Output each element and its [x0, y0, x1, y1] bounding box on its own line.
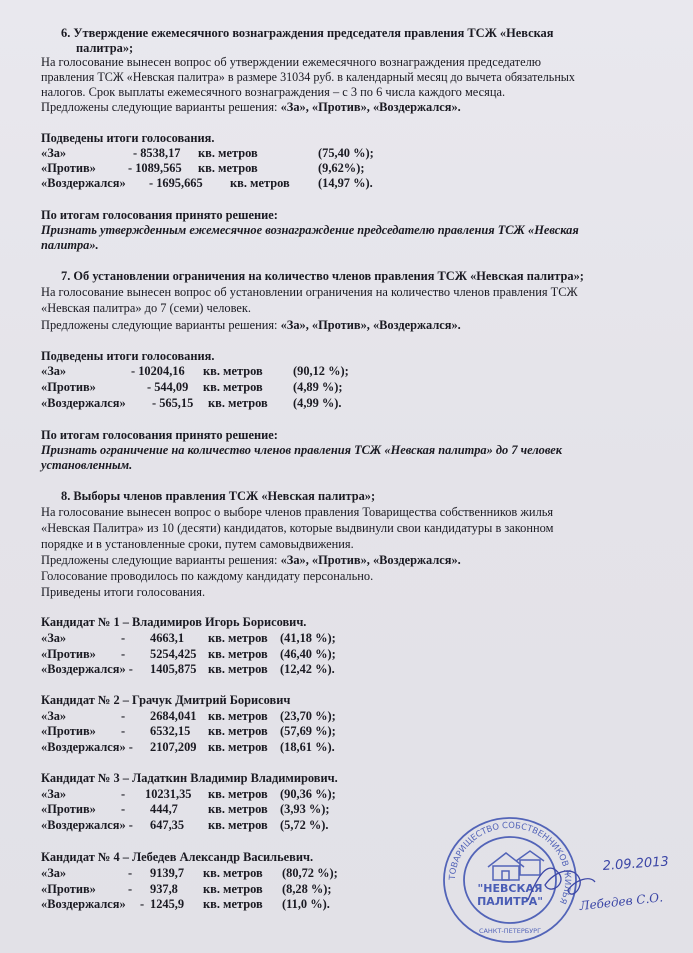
section-6-decision-heading: По итогам голосования принято решение:: [41, 208, 278, 222]
result-unit: кв. метров: [208, 709, 268, 723]
result-dash: -: [121, 709, 126, 723]
section-6-title-cont: палитра»;: [76, 41, 134, 55]
result-value: - 1089,565: [128, 161, 182, 175]
result-value: 6532,15: [150, 724, 191, 738]
result-unit: кв. метров: [203, 897, 263, 911]
result-percent: (80,72 %);: [282, 866, 338, 880]
result-percent: (90,36 %);: [280, 787, 336, 801]
section-8-body-line: На голосование вынесен вопрос о выборе членов правления Товарищества собственников жилья: [41, 505, 554, 519]
result-value: - 8538,17: [133, 146, 181, 160]
result-value: 937,8: [150, 882, 178, 896]
result-unit: кв. метров: [208, 802, 268, 816]
result-dash: -: [121, 787, 126, 801]
result-label: «За»: [41, 364, 67, 378]
section-6-body-line: налогов. Срок выплаты ежемесячного вознаграждения – с 3 по 6 числа каждого месяца.: [41, 85, 506, 99]
section-7-body-line: «Невская палитра» до 7 (семи) человек.: [41, 301, 252, 315]
result-label: «Против»: [41, 161, 96, 175]
result-unit: кв. метров: [208, 631, 268, 645]
result-percent: (75,40 %);: [318, 146, 374, 160]
stamp-city: САНКТ-ПЕТЕРБУРГ: [478, 927, 542, 935]
result-percent: (46,40 %);: [280, 647, 336, 661]
stamp-name-line: "НЕВСКАЯ: [477, 882, 543, 895]
result-value: - 1695,665: [149, 176, 203, 190]
result-percent: (4,99 %).: [293, 396, 342, 410]
section-7-options: Предложены следующие варианты решения: «За», «Против», «Воздержался».: [41, 318, 461, 332]
section-7-decision-heading: По итогам голосования принято решение:: [41, 428, 278, 442]
result-percent: (41,18 %);: [280, 631, 336, 645]
result-dash: -: [121, 647, 126, 661]
result-label: «Воздержался» -: [41, 818, 133, 832]
result-percent: (5,72 %).: [280, 818, 329, 832]
candidate-title: Кандидат № 2 – Грачук Дмитрий Борисович: [41, 693, 291, 707]
result-percent: (14,97 %).: [318, 176, 373, 190]
result-value: 2684,041: [150, 709, 197, 723]
result-percent: (9,62%);: [318, 161, 365, 175]
result-value: 10231,35: [145, 787, 192, 801]
result-percent: (8,28 %);: [282, 882, 332, 896]
result-unit: кв. метров: [208, 724, 268, 738]
result-unit: кв. метров: [203, 866, 263, 880]
section-6-options: Предложены следующие варианты решения: «За», «Против», «Воздержался».: [41, 100, 461, 114]
candidate-title: Кандидат № 3 – Ладаткин Владимир Владимирович.: [41, 771, 338, 785]
candidate-title: Кандидат № 1 – Владимиров Игорь Борисович.: [41, 615, 307, 629]
result-label: «Против»: [41, 380, 96, 394]
section-6-body-line: На голосование вынесен вопрос об утверждении ежемесячного вознаграждения председателю: [41, 55, 542, 69]
result-label: «За»: [41, 631, 67, 645]
result-unit: кв. метров: [208, 662, 268, 676]
result-unit: кв. метров: [208, 647, 268, 661]
result-unit: кв. метров: [230, 176, 290, 190]
result-label: «За»: [41, 787, 67, 801]
result-label: «Против»: [41, 724, 96, 738]
result-unit: кв. метров: [208, 740, 268, 754]
result-unit: кв. метров: [198, 161, 258, 175]
result-value: - 565,15: [152, 396, 194, 410]
result-unit: кв. метров: [208, 396, 268, 410]
result-label: «За»: [41, 146, 67, 160]
signature-stroke: [528, 868, 595, 900]
result-dash: -: [140, 897, 145, 911]
result-value: 9139,7: [150, 866, 185, 880]
section-7-decision-line: установленным.: [41, 458, 133, 472]
result-unit: кв. метров: [203, 380, 263, 394]
result-label: «За»: [41, 709, 67, 723]
section-6-decision-line: палитра».: [41, 238, 99, 252]
result-label: «За»: [41, 866, 67, 880]
stamp-name-line: ПАЛИТРА": [477, 895, 543, 908]
section-7-title: 7. Об установлении ограничения на количество членов правления ТСЖ «Невская палитра»;: [61, 269, 584, 283]
result-value: 2107,209: [150, 740, 197, 754]
result-label: «Против»: [41, 882, 96, 896]
section-6-decision-line: Признать утвержденным ежемесячное вознаграждение председателю правления ТСЖ «Невская: [41, 223, 579, 237]
result-label: «Воздержался»: [41, 176, 126, 190]
result-unit: кв. метров: [203, 882, 263, 896]
result-value: 5254,425: [150, 647, 197, 661]
section-7-decision-line: Признать ограничение на количество членов правления ТСЖ «Невская палитра» до 7 человек: [41, 443, 563, 457]
section-7-results-heading: Подведены итоги голосования.: [41, 349, 215, 363]
result-label: «Воздержался»: [41, 897, 126, 911]
signature-name: Лебедев С.О.: [578, 890, 664, 913]
result-value: 444,7: [150, 802, 178, 816]
result-unit: кв. метров: [208, 787, 268, 801]
result-unit: кв. метров: [208, 818, 268, 832]
result-percent: (3,93 %);: [280, 802, 330, 816]
result-value: 1405,875: [150, 662, 197, 676]
result-dash: -: [121, 802, 126, 816]
result-unit: кв. метров: [198, 146, 258, 160]
result-percent: (23,70 %);: [280, 709, 336, 723]
result-dash: -: [121, 631, 126, 645]
result-dash: -: [128, 866, 133, 880]
result-value: - 544,09: [147, 380, 189, 394]
result-percent: (57,69 %);: [280, 724, 336, 738]
result-label: «Воздержался» -: [41, 740, 133, 754]
result-percent: (90,12 %);: [293, 364, 349, 378]
result-label: «Воздержался»: [41, 396, 126, 410]
result-value: 1245,9: [150, 897, 185, 911]
result-label: «Против»: [41, 647, 96, 661]
section-6-body-line: правления ТСЖ «Невская палитра» в размере 31034 руб. в календарный месяц до вычета обязательных: [41, 70, 575, 84]
candidate-title: Кандидат № 4 – Лебедев Александр Васильевич.: [41, 850, 314, 864]
result-percent: (11,0 %).: [282, 897, 330, 911]
result-percent: (4,89 %);: [293, 380, 343, 394]
section-8-body-line: порядке и в установленные сроки, путем самовыдвижения.: [41, 537, 354, 551]
result-percent: (18,61 %).: [280, 740, 335, 754]
result-value: 647,35: [150, 818, 185, 832]
section-7-body-line: На голосование вынесен вопрос об установлении ограничения на количество членов правления ТСЖ: [41, 285, 578, 299]
section-6-title: 6. Утверждение ежемесячного вознаграждения председателя правления ТСЖ «Невская: [61, 26, 554, 40]
result-percent: (12,42 %).: [280, 662, 335, 676]
section-8-body-line: «Невская Палитра» из 10 (десяти) кандидатов, которые выдвинули свои кандидатуры в законном: [41, 521, 554, 535]
signature-area: [520, 840, 690, 920]
section-8-note: Голосование проводилось по каждому кандидату персонально.: [41, 569, 374, 583]
result-value: - 10204,16: [131, 364, 185, 378]
result-label: «Воздержался» -: [41, 662, 133, 676]
section-8-note: Приведены итоги голосования.: [41, 585, 206, 599]
result-unit: кв. метров: [203, 364, 263, 378]
result-label: «Против»: [41, 802, 96, 816]
section-8-options: Предложены следующие варианты решения: «За», «Против», «Воздержался».: [41, 553, 461, 567]
result-dash: -: [121, 724, 126, 738]
result-dash: -: [128, 882, 133, 896]
signature-date: 2.09.2013: [602, 854, 670, 874]
section-6-results-heading: Подведены итоги голосования.: [41, 131, 215, 145]
section-8-title: 8. Выборы членов правления ТСЖ «Невская палитра»;: [61, 489, 376, 503]
result-value: 4663,1: [150, 631, 185, 645]
stamp-ring-text: ТОВАРИЩЕСТВО СОБСТВЕННИКОВ ЖИЛЬЯ: [447, 820, 573, 906]
